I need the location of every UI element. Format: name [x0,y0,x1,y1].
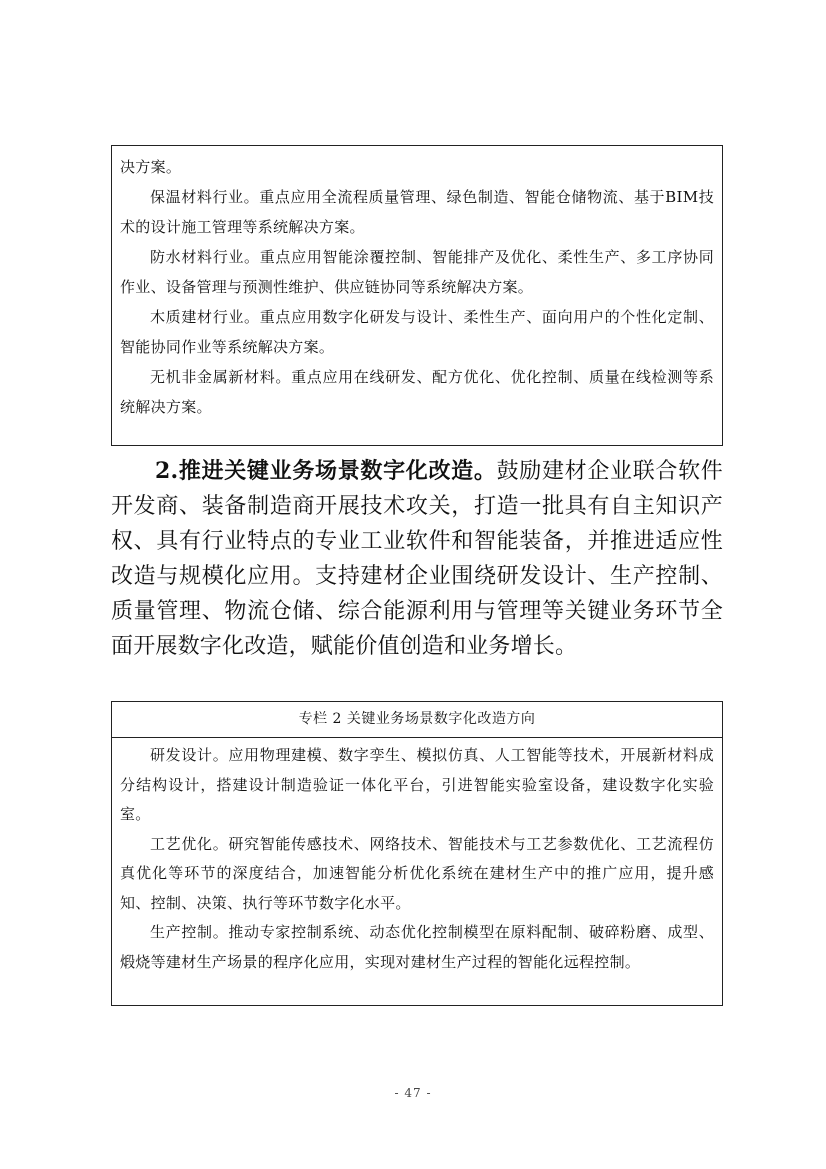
box-paragraph-inorganic: 无机非金属新材料。重点应用在线研发、配方优化、优化控制、质量在线检测等系统解决方案。 [120,368,714,416]
column-box-body [112,146,722,422]
main-paragraph [111,454,723,664]
main-section [111,454,723,664]
box-paragraph-process-optimization: 工艺优化。研究智能传感技术、网络技术、智能技术与工艺参数优化、工艺流程仿真优化等环节的深度结合，加速智能分析优化系统在建材生产中的推广应用，提升感知、控制、决策、执行等环节数字化水平。 [120,834,714,912]
section-body: 鼓励建材企业联合软件开发商、装备制造商开展技术攻关，打造一批具有自主知识产权、具有行业特点的专业工业软件和智能装备，并推进适应性改造与规模化应用。支持建材企业围绕研发设计、生产控制、质量管理、物流仓储、综合能源利用与管理等关键业务环节全面开展数字化改造，赋能价值创造和业务增长。 [111,459,723,659]
box-paragraph-waterproof: 防水材料行业。重点应用智能涂覆控制、智能排产及优化、柔性生产、多工序协同作业、设备管理与预测性维护、供应链协同等系统解决方案。 [120,248,714,296]
column-box-continued [111,145,723,446]
box-paragraph-wood: 木质建材行业。重点应用数字化研发与设计、柔性生产、面向用户的个性化定制、智能协同作业等系统解决方案。 [120,308,714,356]
column-box-2 [111,701,723,1006]
column-box-body [112,738,722,977]
section-heading: 2.推进关键业务场景数字化改造。 [155,458,497,484]
box-paragraph-production-control: 生产控制。推动专家控制系统、动态优化控制模型在原料配制、破碎粉磨、成型、煅烧等建材生产场景的程序化应用，实现对建材生产过程的智能化远程控制。 [120,923,714,971]
page-number: - 47 - [394,1086,432,1100]
column-box-title: 专栏 2 关键业务场景数字化改造方向 [112,702,722,738]
box-paragraph-continuation: 决方案。 [120,158,182,176]
box-paragraph-rd-design: 研发设计。应用物理建模、数字孪生、模拟仿真、人工智能等技术，开展新材料成分结构设计，搭建设计制造验证一体化平台，引进智能实验室设备，建设数字化实验室。 [120,746,714,823]
box-paragraph-insulation: 保温材料行业。重点应用全流程质量管理、绿色制造、智能仓储物流、基于BIM技术的设计施工管理等系统解决方案。 [120,188,714,236]
